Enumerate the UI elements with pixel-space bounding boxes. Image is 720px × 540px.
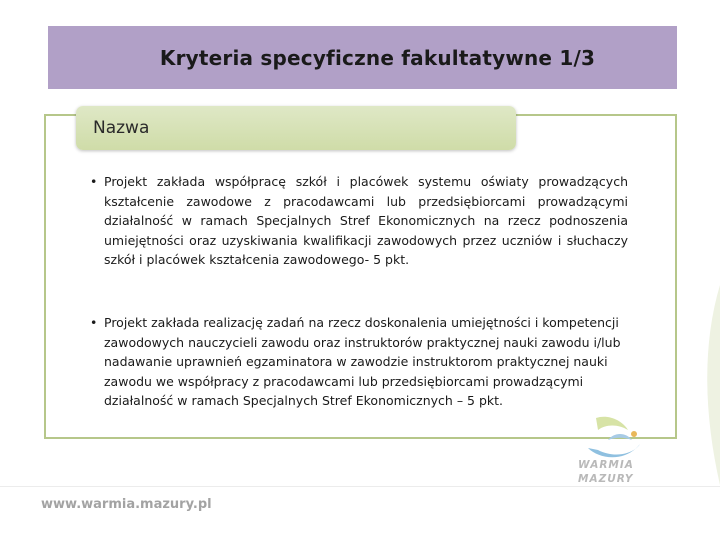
bullet-symbol: • xyxy=(90,174,98,189)
footer-divider xyxy=(0,486,720,487)
section-tab-label: Nazwa xyxy=(93,118,150,138)
bullet-symbol: • xyxy=(90,315,98,330)
slide-title: Kryteria specyficzne fakultatywne 1/3 xyxy=(159,45,596,70)
logo-wordmark xyxy=(578,458,668,486)
bullet-item xyxy=(90,313,626,411)
logo-line-2: MAZURY xyxy=(578,473,634,485)
logo-line-1: WARMIA xyxy=(578,459,634,471)
slide-title-bar xyxy=(48,26,677,89)
bullet-item xyxy=(90,172,628,270)
section-tab xyxy=(76,106,516,150)
bullet-text: Projekt zakłada realizację zadań na rzecz doskonalenia umiejętności i kompetencji zawodowych nauczycieli zawodu oraz instruktorów praktycznej nauki zawodu i/lub nadawanie uprawnień egzaminatora w zawodzie instruktorom praktycznej nauki zawodu we współpracy z pracodawcami lub przedsiębiorcami prowadzącymi działalność w ramach Specjalnych Stref Ekonomicznych – 5 pkt. xyxy=(104,315,621,408)
footer-url[interactable]: www.warmia.mazury.pl xyxy=(41,497,212,512)
bullet-text: Projekt zakłada współpracę szkół i placówek systemu oświaty prowadzących kształcenie zawodowe z pracodawcami lub przedsiębiorcami prowadzącymi działalność w ramach Specjalnych Stref Ekonomicznych na rzecz podnoszenia umiejętności oraz uzyskiwania kwalifikacji zawodowych przez uczniów i słuchaczy szkół i placówek kształcenia zawodowego- 5 pkt. xyxy=(104,174,628,267)
